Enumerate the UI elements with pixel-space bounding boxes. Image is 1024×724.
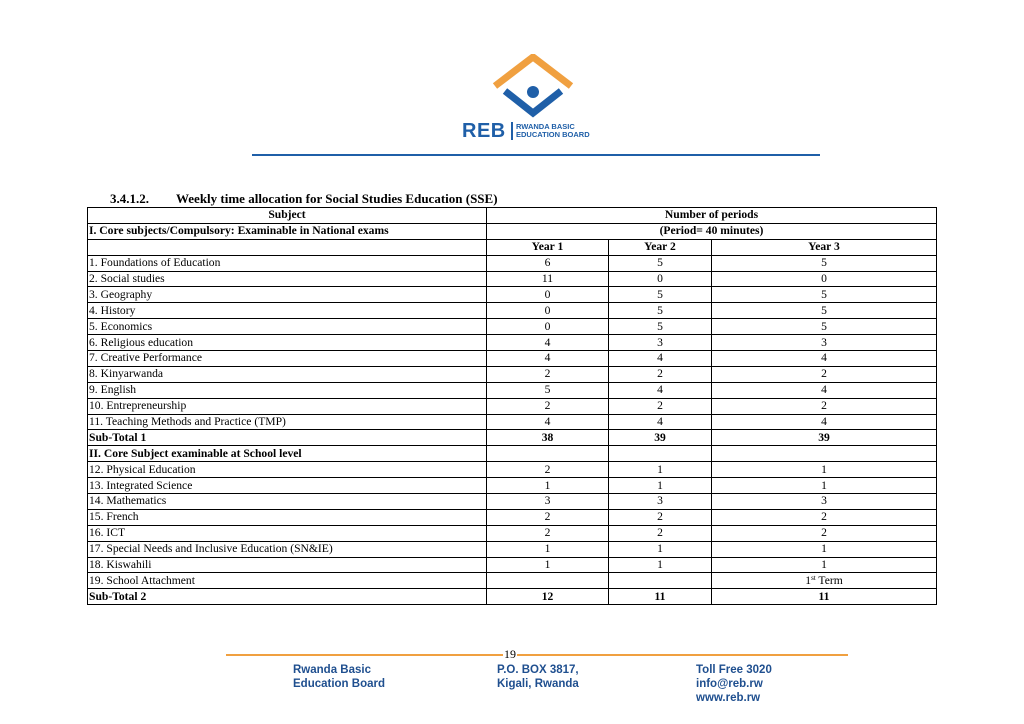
table-row: [88, 398, 937, 414]
subject-number: 11.: [89, 415, 104, 429]
year-2-cell: 5: [609, 255, 712, 271]
footer-org: [293, 663, 385, 691]
subject-number: 18.: [89, 558, 104, 572]
subject-name: Geography: [100, 287, 153, 301]
year-3-cell: 2: [712, 398, 937, 414]
year-3-cell: 0: [712, 271, 937, 287]
subtotal-2-year-1: 12: [487, 589, 609, 605]
table-row: [88, 462, 937, 478]
subject-cell: [88, 541, 487, 557]
subject-name: Social studies: [100, 272, 165, 285]
subject-name: Entrepreneurship: [106, 399, 187, 413]
subject-cell: [88, 557, 487, 573]
table-row: [88, 303, 937, 319]
table-row: [88, 382, 937, 398]
year-1-cell: 5: [487, 382, 609, 398]
subject-cell: [88, 287, 487, 303]
reb-logo: [458, 54, 608, 144]
year-3-cell: 5: [712, 303, 937, 319]
logo-name-line1: RWANDA BASIC: [516, 122, 575, 131]
school-heading-blank: [487, 446, 609, 462]
subject-number: 4.: [89, 303, 98, 317]
subtotal-1-row: [88, 430, 937, 446]
year-1-cell: 2: [487, 525, 609, 541]
subject-number: 2.: [89, 272, 98, 285]
subject-name: Foundations of Education: [100, 256, 221, 270]
subject-name: History: [100, 303, 136, 317]
year-1-cell: 4: [487, 335, 609, 351]
school-heading-blank: [609, 446, 712, 462]
footer-website: www.reb.rw: [696, 692, 761, 704]
year-1-cell: 0: [487, 287, 609, 303]
table-row: [88, 509, 937, 525]
year-2-cell: 1: [609, 541, 712, 557]
year-2-cell: 5: [609, 287, 712, 303]
year-2-cell: [609, 573, 712, 589]
subject-cell: [88, 255, 487, 271]
year-2-cell: 0: [609, 271, 712, 287]
table-row: [88, 271, 937, 287]
year-1-cell: 2: [487, 462, 609, 478]
subject-name: ICT: [106, 526, 126, 540]
subject-cell: [88, 319, 487, 335]
year-3-cell: 4: [712, 414, 937, 430]
footer-toll-free: Toll Free 3020: [696, 664, 772, 676]
subject-number: 15.: [89, 510, 104, 524]
table-row: [88, 525, 937, 541]
subject-number: 13.: [89, 478, 104, 492]
year-2-cell: 2: [609, 509, 712, 525]
year-3-cell: 2: [712, 366, 937, 382]
logo-name-line2: EDUCATION BOARD: [516, 130, 590, 139]
year-1-cell: 4: [487, 351, 609, 367]
footer-address: [497, 663, 579, 691]
table-row: [88, 557, 937, 573]
school-heading-row: [88, 446, 937, 462]
subject-cell: [88, 494, 487, 510]
year-2-cell: 5: [609, 319, 712, 335]
subject-name: Kiswahili: [106, 558, 152, 572]
year-2-cell: 4: [609, 351, 712, 367]
subject-cell: [88, 525, 487, 541]
subject-cell: [88, 398, 487, 414]
subject-cell: [88, 573, 487, 589]
year-2-cell: 4: [609, 414, 712, 430]
year-3-cell: 2: [712, 509, 937, 525]
subtotal-1-year-2: 39: [609, 430, 712, 446]
table-header-row: [88, 208, 937, 224]
section-number: 3.4.1.2.: [110, 191, 149, 206]
year-1-cell: 4: [487, 414, 609, 430]
year-3-cell: 3: [712, 494, 937, 510]
subject-cell: [88, 509, 487, 525]
table-row: [88, 414, 937, 430]
subject-number: 19.: [89, 573, 104, 587]
subtotal-1-year-1: 38: [487, 430, 609, 446]
year-3-cell: 5: [712, 255, 937, 271]
year-3-cell: [712, 573, 937, 589]
year-1-cell: 2: [487, 509, 609, 525]
subtotal-2-year-3: 11: [712, 589, 937, 605]
footer-address-line1: P.O. BOX 3817,: [497, 664, 579, 676]
year-1-cell: 0: [487, 303, 609, 319]
subject-cell: [88, 462, 487, 478]
year-1-cell: 2: [487, 366, 609, 382]
subject-cell: [88, 478, 487, 494]
subtotal-1-year-3: 39: [712, 430, 937, 446]
footer-divider: [226, 654, 848, 656]
year-2-cell: 1: [609, 557, 712, 573]
footer-org-line1: Rwanda Basic: [293, 664, 371, 676]
year-1-cell: 2: [487, 398, 609, 414]
year-1-cell: 0: [487, 319, 609, 335]
subject-name: Physical Education: [106, 462, 196, 476]
year-2-cell: 1: [609, 478, 712, 494]
subject-number: 17.: [89, 542, 104, 556]
subtotal-1-label: Sub-Total 1: [88, 430, 487, 446]
subject-name: Kinyarwanda: [100, 367, 164, 381]
subject-number: 3.: [89, 287, 98, 301]
year-1-cell: 6: [487, 255, 609, 271]
year-2-cell: 2: [609, 398, 712, 414]
subject-cell: [88, 366, 487, 382]
year-3-cell: 3: [712, 335, 937, 351]
term-label: Term: [815, 573, 843, 587]
footer-contact: [696, 663, 772, 705]
table-row: [88, 335, 937, 351]
year-3-cell: 4: [712, 351, 937, 367]
year-3-cell: 1: [712, 462, 937, 478]
years-row: [88, 239, 937, 255]
header-divider: [252, 154, 820, 156]
subject-name: Religious education: [100, 335, 194, 349]
year-1-cell: 1: [487, 557, 609, 573]
year-3-cell: 1: [712, 557, 937, 573]
table-row: [88, 319, 937, 335]
subject-name: School Attachment: [106, 573, 195, 587]
year-1-header: Year 1: [487, 239, 609, 255]
year-1-cell: [487, 573, 609, 589]
subject-number: 5.: [89, 319, 98, 333]
subject-cell: [88, 414, 487, 430]
subject-number: 12.: [89, 462, 104, 476]
table-row: [88, 255, 937, 271]
year-3-cell: 5: [712, 287, 937, 303]
subject-cell: [88, 382, 487, 398]
subject-number: 1.: [89, 256, 98, 270]
year-1-cell: 11: [487, 271, 609, 287]
subject-number: 7.: [89, 351, 98, 365]
subject-name: Creative Performance: [100, 351, 203, 365]
year-3-cell: 1: [712, 478, 937, 494]
subject-cell: [88, 271, 487, 287]
subtotal-2-year-2: 11: [609, 589, 712, 605]
subject-cell: [88, 335, 487, 351]
table-row: [88, 287, 937, 303]
year-2-cell: 1: [609, 462, 712, 478]
subject-number: 10.: [89, 399, 104, 413]
footer-email: info@reb.rw: [696, 678, 763, 690]
year-2-cell: 5: [609, 303, 712, 319]
subject-number: 6.: [89, 335, 98, 349]
table-row: [88, 351, 937, 367]
subject-name: Economics: [100, 319, 153, 333]
table-row: [88, 541, 937, 557]
subject-header: Subject: [88, 208, 487, 224]
year-3-cell: 1: [712, 541, 937, 557]
subject-number: 16.: [89, 526, 104, 540]
subject-number: 14.: [89, 494, 104, 508]
periods-header: Number of periods: [487, 208, 937, 224]
subject-name: Teaching Methods and Practice (TMP): [105, 415, 286, 429]
year-1-cell: 3: [487, 494, 609, 510]
subject-name: Mathematics: [106, 494, 167, 508]
year-2-cell: 4: [609, 382, 712, 398]
year-2-header: Year 2: [609, 239, 712, 255]
subject-number: 8.: [89, 367, 98, 381]
term-number: 1: [805, 573, 812, 587]
subject-name: Integrated Science: [106, 478, 193, 492]
time-allocation-table: [87, 207, 937, 605]
subject-name: French: [106, 510, 139, 524]
year-3-cell: 5: [712, 319, 937, 335]
subtotal-2-label: Sub-Total 2: [88, 589, 487, 605]
subtotal-2-row: [88, 589, 937, 605]
period-note: (Period= 40 minutes): [487, 223, 937, 239]
school-heading: II. Core Subject examinable at School level: [88, 446, 487, 462]
logo-separator: [511, 122, 513, 140]
year-2-cell: 3: [609, 494, 712, 510]
year-3-header: Year 3: [712, 239, 937, 255]
logo-full-name: [516, 123, 590, 139]
table-row: [88, 573, 937, 589]
page-number: 19: [504, 647, 516, 661]
logo-acronym: REB: [462, 120, 506, 142]
subject-cell: [88, 303, 487, 319]
subject-cell: [88, 351, 487, 367]
section-heading: [110, 191, 498, 207]
core-heading: I. Core subjects/Compulsory: Examinable in National exams: [88, 223, 487, 239]
year-1-cell: 1: [487, 478, 609, 494]
year-1-cell: 1: [487, 541, 609, 557]
footer-address-line2: Kigali, Rwanda: [497, 678, 579, 690]
year-2-cell: 2: [609, 366, 712, 382]
years-blank-cell: [88, 239, 487, 255]
term-ordinal: st: [811, 573, 816, 582]
year-2-cell: 3: [609, 335, 712, 351]
year-3-cell: 4: [712, 382, 937, 398]
table-row: [88, 494, 937, 510]
subject-name: English: [100, 383, 137, 397]
table-row: [88, 366, 937, 382]
year-2-cell: 2: [609, 525, 712, 541]
section-title: Weekly time allocation for Social Studies Education (SSE): [176, 191, 498, 206]
school-heading-blank: [712, 446, 937, 462]
subject-name: Special Needs and Inclusive Education (SN&IE): [106, 542, 333, 556]
year-3-cell: 2: [712, 525, 937, 541]
reb-emblem-icon: [492, 54, 574, 120]
footer-org-line2: Education Board: [293, 678, 386, 690]
subject-number: 9.: [89, 383, 98, 397]
core-heading-row: [88, 223, 937, 239]
table-row: [88, 478, 937, 494]
